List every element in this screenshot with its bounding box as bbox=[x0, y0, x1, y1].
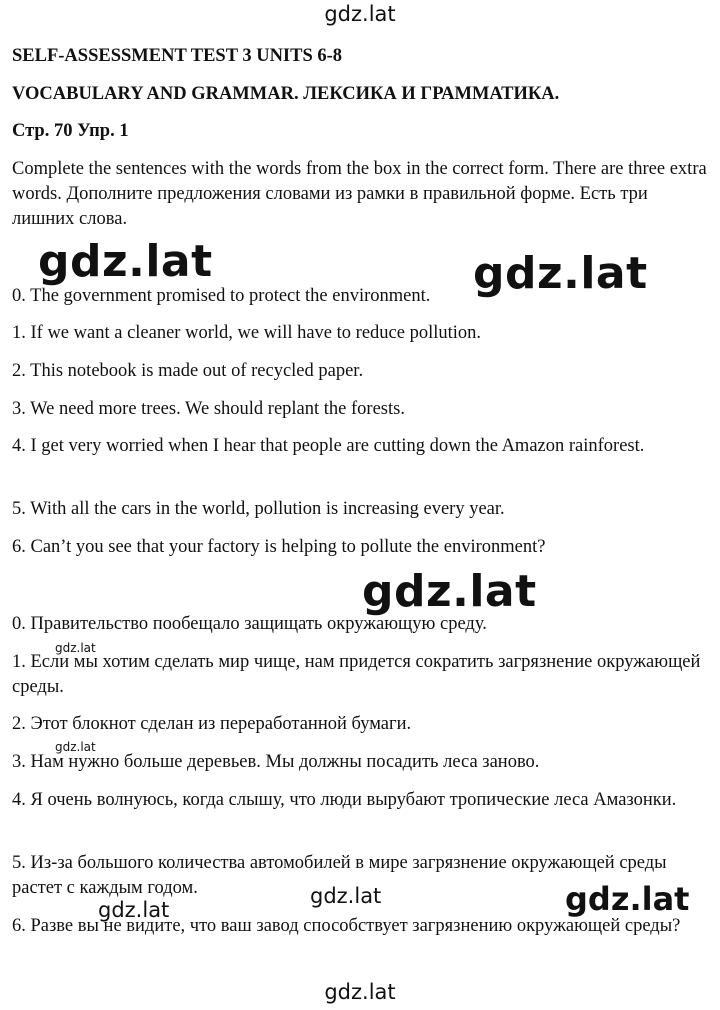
russian-sentence-3: 3. Нам нужно больше деревьев. Мы должны посадить леса заново. bbox=[12, 752, 540, 772]
watermark-footer: gdz.lat bbox=[324, 980, 396, 1004]
watermark-small-2: gdz.lat bbox=[55, 740, 96, 754]
exercise-instructions: Complete the sentences with the words from the box in the correct form. There are three extra words. Дополните предложения словами из рамки в правильной форме. Есть три лишних слова. bbox=[12, 159, 707, 229]
russian-sentence-1: 1. Если мы хотим сделать мир чище, нам придется сократить загрязнение окружающей среды. bbox=[12, 652, 701, 697]
english-sentence-3: 3. We need more trees. We should replant the forests. bbox=[12, 399, 405, 419]
watermark-large-center: gdz.lat bbox=[362, 566, 537, 617]
english-sentence-5: 5. With all the cars in the world, pollution is increasing every year. bbox=[12, 499, 505, 519]
russian-sentence-6: 6. Разве вы не видите, что ваш завод способствует загрязнению окружающей среды? bbox=[12, 916, 681, 936]
watermark-small-1: gdz.lat bbox=[55, 641, 96, 655]
russian-sentence-4: 4. Я очень волнуюсь, когда слышу, что люди вырубают тропические леса Амазонки. bbox=[12, 790, 677, 810]
watermark-bottom-center: gdz.lat bbox=[310, 884, 382, 908]
watermark-large-right: gdz.lat bbox=[473, 248, 648, 299]
russian-sentence-0: 0. Правительство пообещало защищать окружающую среду. bbox=[12, 614, 487, 634]
russian-sentence-2: 2. Этот блокнот сделан из переработанной бумаги. bbox=[12, 714, 412, 734]
watermark-bottom-right: gdz.lat bbox=[565, 880, 690, 918]
watermark-large-left: gdz.lat bbox=[38, 236, 213, 287]
russian-sentence-5: 5. Из-за большого количества автомобилей в мире загрязнение окружающей среды растет с каждым годом. bbox=[12, 853, 667, 898]
test-title: SELF-ASSESSMENT TEST 3 UNITS 6-8 bbox=[12, 46, 343, 66]
section-title: VOCABULARY AND GRAMMAR. ЛЕКСИКА И ГРАММАТИКА. bbox=[12, 84, 560, 104]
english-sentence-0: 0. The government promised to protect the environment. bbox=[12, 286, 431, 306]
english-sentence-2: 2. This notebook is made out of recycled paper. bbox=[12, 361, 364, 381]
watermark-bottom-left: gdz.lat bbox=[98, 898, 170, 922]
english-sentence-4: 4. I get very worried when I hear that people are cutting down the Amazon rainforest. bbox=[12, 436, 645, 456]
english-sentence-1: 1. If we want a cleaner world, we will have to reduce pollution. bbox=[12, 323, 482, 343]
english-sentence-6: 6. Can’t you see that your factory is helping to pollute the environment? bbox=[12, 537, 546, 557]
exercise-reference: Стр. 70 Упр. 1 bbox=[12, 121, 129, 141]
watermark-top: gdz.lat bbox=[324, 2, 396, 26]
